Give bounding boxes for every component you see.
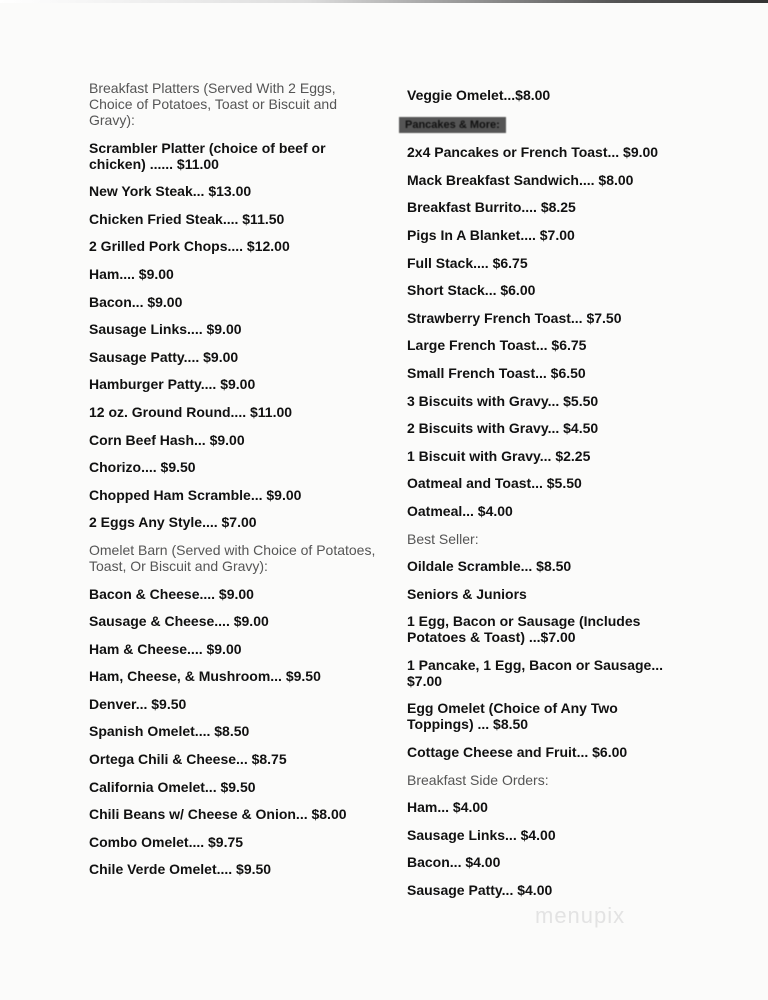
- menu-item-text: Chile Verde Omelet.... $9.50: [89, 861, 272, 878]
- menu-item-text: Chicken Fried Steak.... $11.50: [89, 210, 285, 227]
- menu-item: [407, 799, 677, 815]
- section-heading-text: Pancakes & More:: [399, 117, 506, 133]
- menu-item-text: Sausage Links... $4.00: [407, 826, 556, 843]
- menu-item: [407, 310, 677, 326]
- right-menu-column: [407, 87, 677, 910]
- menu-item: [407, 827, 677, 843]
- menu-item-text: 3 Biscuits with Gravy... $5.50: [407, 392, 599, 409]
- menu-item: [407, 882, 677, 898]
- menu-item-text: Oatmeal and Toast... $5.50: [407, 475, 582, 492]
- menu-item: [89, 211, 379, 227]
- menu-item-text: Ham & Cheese.... $9.00: [89, 640, 242, 657]
- menu-item: [407, 337, 677, 353]
- menu-item: [407, 199, 677, 215]
- menu-item-text: Ham... $4.00: [407, 799, 488, 816]
- menu-item-text: Sausage & Cheese.... $9.00: [89, 613, 269, 630]
- section-heading: [407, 531, 677, 547]
- menu-item-text: 12 oz. Ground Round.... $11.00: [89, 403, 293, 420]
- menu-item-text: 1 Biscuit with Gravy... $2.25: [407, 447, 591, 464]
- menu-item-text: Sausage Patty.... $9.00: [89, 348, 239, 365]
- menu-item: [407, 365, 677, 381]
- menu-item: [89, 432, 379, 448]
- section-heading-text: Breakfast Side Orders:: [407, 771, 549, 788]
- menu-item-text: Full Stack.... $6.75: [407, 254, 528, 271]
- menu-item-text: 2 Biscuits with Gravy... $4.50: [407, 420, 599, 437]
- menu-item-text: New York Steak... $13.00: [89, 183, 252, 200]
- menu-item: [407, 227, 677, 243]
- menu-item-text: California Omelet... $9.50: [89, 778, 256, 795]
- menu-item: [89, 266, 379, 282]
- menu-item-text: Veggie Omelet...$8.00: [407, 87, 551, 103]
- menu-item: [89, 834, 379, 850]
- menu-item: [407, 700, 677, 732]
- menu-item-text: Small French Toast... $6.50: [407, 364, 586, 381]
- menu-item: [89, 806, 379, 822]
- left-menu-column: [89, 80, 379, 889]
- menu-item-text: 1 Pancake, 1 Egg, Bacon or Sausage... $7.00: [407, 656, 663, 689]
- section-heading: [89, 542, 379, 574]
- menu-item: [407, 144, 677, 160]
- menu-item-text: Corn Beef Hash... $9.00: [89, 431, 245, 448]
- section-heading-text: Omelet Barn (Served with Choice of Potatoes, Toast, Or Biscuit and Gravy):: [89, 541, 376, 574]
- menupix-watermark: menupix: [535, 903, 626, 928]
- menu-item: [89, 586, 379, 602]
- section-heading: [407, 586, 677, 602]
- menu-item: [407, 87, 677, 103]
- menu-item-text: Hamburger Patty.... $9.00: [89, 376, 256, 393]
- menu-item-text: Ham, Cheese, & Mushroom... $9.50: [89, 668, 321, 685]
- menu-item: [89, 321, 379, 337]
- menu-item-text: 1 Egg, Bacon or Sausage (Includes Potatoes & Toast) ...$7.00: [407, 613, 641, 646]
- menu-item: [407, 558, 677, 574]
- menu-item: [89, 459, 379, 475]
- section-heading: [89, 80, 379, 128]
- menu-item-text: Pigs In A Blanket.... $7.00: [407, 226, 575, 243]
- menu-item: [407, 172, 677, 188]
- menu-item-text: Mack Breakfast Sandwich.... $8.00: [407, 171, 634, 188]
- menu-item-text: Bacon & Cheese.... $9.00: [89, 585, 254, 602]
- section-heading: [407, 772, 677, 788]
- menu-item-text: Strawberry French Toast... $7.50: [407, 309, 622, 326]
- menu-item: [407, 448, 677, 464]
- menu-item-text: Ham.... $9.00: [89, 265, 174, 282]
- menu-item: [89, 140, 379, 172]
- menu-item: [89, 349, 379, 365]
- menu-item: [407, 255, 677, 271]
- menu-item: [407, 854, 677, 870]
- menu-item-text: Bacon... $9.00: [89, 293, 183, 310]
- menu-item: [89, 723, 379, 739]
- menu-item: [89, 183, 379, 199]
- menu-item: [89, 514, 379, 530]
- menu-item-text: Oatmeal... $4.00: [407, 502, 513, 519]
- menu-item: [89, 294, 379, 310]
- menu-item-text: Chili Beans w/ Cheese & Onion... $8.00: [89, 806, 347, 823]
- menu-item-text: Denver... $9.50: [89, 695, 187, 712]
- menu-item-text: Combo Omelet.... $9.75: [89, 833, 244, 850]
- menu-item-text: Spanish Omelet.... $8.50: [89, 723, 250, 740]
- menu-item: [407, 420, 677, 436]
- menu-item-text: 2 Grilled Pork Chops.... $12.00: [89, 238, 290, 255]
- section-heading-text: Best Seller:: [407, 530, 479, 547]
- section-heading-text: Seniors & Juniors: [407, 585, 527, 602]
- section-heading-text: Breakfast Platters (Served With 2 Eggs, Choice of Potatoes, Toast or Biscuit and Gravy):: [89, 80, 337, 128]
- menu-item: [407, 613, 677, 645]
- menu-item: [89, 668, 379, 684]
- menu-item: [89, 861, 379, 877]
- menu-item: [407, 657, 677, 689]
- menu-item-text: Ortega Chili & Cheese... $8.75: [89, 751, 287, 768]
- menu-item: [89, 751, 379, 767]
- menu-item-text: Large French Toast... $6.75: [407, 337, 587, 354]
- menu-item: [407, 393, 677, 409]
- menu-item: [89, 376, 379, 392]
- menu-item-text: 2 Eggs Any Style.... $7.00: [89, 514, 257, 531]
- menu-item-text: Chopped Ham Scramble... $9.00: [89, 486, 302, 503]
- menu-item: [407, 475, 677, 491]
- menu-item-text: Oildale Scramble... $8.50: [407, 558, 572, 575]
- menu-item-text: Scrambler Platter (choice of beef or chicken) ...... $11.00: [89, 139, 326, 172]
- menu-item: [89, 238, 379, 254]
- menu-item-text: 2x4 Pancakes or French Toast... $9.00: [407, 144, 659, 161]
- menu-item: [407, 282, 677, 298]
- menu-item-text: Sausage Patty... $4.00: [407, 882, 553, 899]
- menu-item: [89, 779, 379, 795]
- menu-item: [89, 487, 379, 503]
- menu-item-text: Sausage Links.... $9.00: [89, 321, 242, 338]
- menu-item: [407, 503, 677, 519]
- menu-item: [89, 696, 379, 712]
- menu-item: [89, 613, 379, 629]
- menu-item: [89, 404, 379, 420]
- menu-item: [407, 744, 677, 760]
- menu-item-text: Breakfast Burrito.... $8.25: [407, 199, 576, 216]
- menu-item-text: Bacon... $4.00: [407, 854, 501, 871]
- menu-item: [89, 641, 379, 657]
- menu-item-text: Egg Omelet (Choice of Any Two Toppings) ... $8.50: [407, 700, 618, 733]
- section-heading: [407, 115, 677, 133]
- menu-item-text: Short Stack... $6.00: [407, 282, 536, 299]
- menu-item-text: Cottage Cheese and Fruit... $6.00: [407, 744, 628, 761]
- page-edge: [0, 0, 768, 3]
- menu-item-text: Chorizo.... $9.50: [89, 459, 196, 476]
